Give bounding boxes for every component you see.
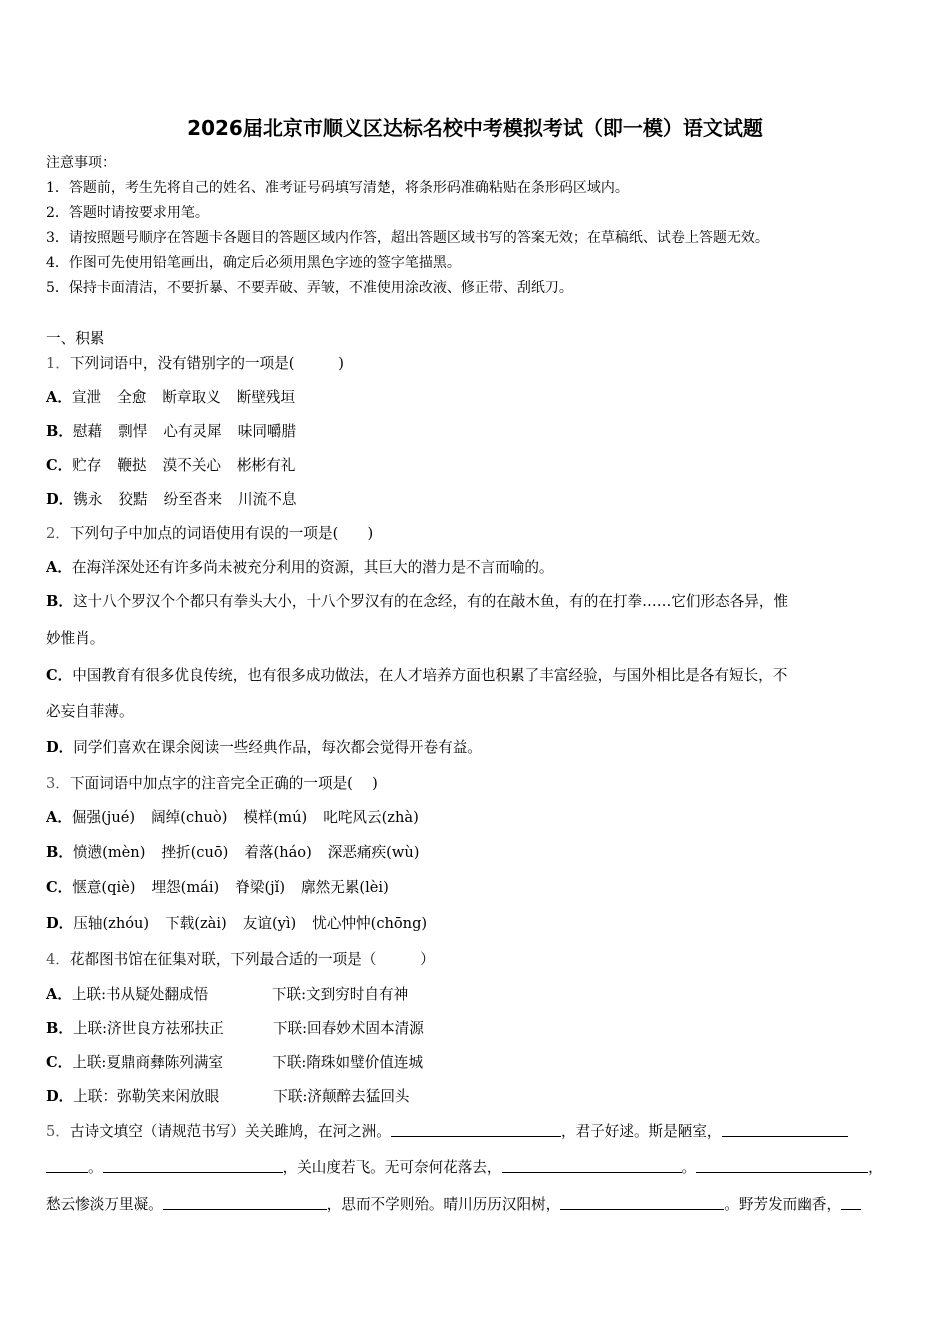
question-5-line-2: 。 ，关山度若飞。无可奈何花落去， 。 ，	[46, 1156, 883, 1177]
q1-option-a: A．宣泄 全愈 断章取义 断壁残垣	[46, 389, 296, 406]
notice-item: 3．请按照题号顺序在答题卡各题目的答题区域内作答，超出答题区域书写的答案无效；在草稿纸、试卷上答题无效。	[46, 230, 769, 246]
answer-blank[interactable]	[722, 1122, 848, 1137]
notice-heading: 注意事项：	[46, 155, 116, 171]
question-1-stem	[46, 352, 344, 373]
q1-option-b: B．慰藉 剽悍 心有灵犀 味同嚼腊	[46, 423, 297, 440]
q2-option-c: C．中国教育有很多优良传统，也有很多成功做法，在人才培养方面也积累了丰富经验，与国外相比是各有短长，不	[46, 667, 788, 684]
question-number: 5．	[46, 1123, 70, 1140]
q1-option-d: D．镌永 狡黠 纷至沓来 川流不息	[46, 491, 297, 508]
notice-item: 2．答题时请按要求用笔。	[46, 205, 209, 221]
question-5-line-3: 愁云惨淡万里凝。 ，思而不学则殆。晴川历历汉阳树， 。野芳发而幽香，	[46, 1193, 861, 1214]
question-text: 花都图书馆在征集对联，下列最合适的一项是（ ）	[69, 951, 435, 968]
q2-option-a: A．在海洋深处还有许多尚未被充分利用的资源，其巨大的潜力是不言而喻的。	[46, 559, 554, 576]
answer-blank[interactable]	[696, 1158, 868, 1173]
question-number: 1．	[46, 355, 70, 372]
question-text: 下列词语中，没有错别字的一项是( )	[69, 355, 344, 372]
q4-option-c: C．上联:夏鼎商彝陈列满室 下联:隋珠如璧价值连城	[46, 1054, 424, 1071]
answer-blank[interactable]	[560, 1195, 724, 1210]
question-number: 2．	[46, 525, 70, 542]
notice-item: 4．作图可先使用铅笔画出，确定后必须用黑色字迹的签字笔描黑。	[46, 255, 461, 271]
question-number: 4．	[46, 951, 70, 968]
q2-option-d: D．同学们喜欢在课余阅读一些经典作品，每次都会觉得开卷有益。	[46, 739, 482, 756]
question-text: 下面词语中加点字的注音完全正确的一项是( )	[69, 775, 378, 792]
notice-item: 5．保持卡面清洁，不要折暴、不要弄破、弄皱，不准使用涂改液、修正带、刮纸刀。	[46, 280, 573, 296]
q2-option-b: B．这十八个罗汉个个都只有拳头大小，十八个罗汉有的在念经，有的在敲木鱼，有的在打拳……它们形态各异，惟	[46, 593, 789, 610]
question-4-stem	[46, 948, 435, 969]
question-3-stem	[46, 772, 378, 793]
question-5-line-1: 5．古诗文填空（请规范书写）关关雎鸠，在河之洲。 ，君子好逑。斯是陋室，	[46, 1120, 848, 1141]
q3-option-d: D．压轴(zhóu) 下载(zài) 友谊(yì) 忧心忡忡(chōng)	[46, 915, 428, 932]
q3-option-a: A．倔强(jué) 阔绰(chuò) 模样(mú) 叱咤风云(zhà)	[46, 809, 419, 826]
q1-option-c: C．贮存 鞭挞 漠不关心 彬彬有礼	[46, 457, 296, 474]
q3-option-c: C．惬意(qiè) 埋怨(mái) 脊梁(jǐ) 廓然无累(lèi)	[46, 879, 389, 896]
answer-blank[interactable]	[46, 1158, 88, 1173]
section-heading: 一、积累	[46, 330, 105, 347]
question-text: 下列句子中加点的词语使用有误的一项是( )	[69, 525, 374, 542]
q4-option-b: B．上联:济世良方祛邪扶正 下联:回春妙术固本清源	[46, 1020, 424, 1037]
q4-option-a: A．上联:书从疑处翻成悟 下联:文到穷时自有神	[46, 986, 409, 1003]
answer-blank[interactable]	[841, 1195, 861, 1210]
q2-option-b-cont: 妙惟肖。	[46, 630, 105, 647]
question-number: 3．	[46, 775, 70, 792]
q2-option-c-cont: 必妄自菲薄。	[46, 703, 134, 720]
answer-blank[interactable]	[103, 1158, 283, 1173]
q3-option-b: B．愤懑(mèn) 挫折(cuō) 着落(háo) 深恶痛疾(wù)	[46, 844, 420, 861]
question-2-stem	[46, 522, 373, 543]
notice-item: 1．答题前，考生先将自己的姓名、准考证号码填写清楚，将条形码准确粘贴在条形码区域内。	[46, 180, 629, 196]
answer-blank[interactable]	[163, 1195, 327, 1210]
q4-option-d: D．上联：弥勒笑来闲放眼 下联:济颠醉去猛回头	[46, 1088, 410, 1105]
answer-blank[interactable]	[391, 1122, 561, 1137]
answer-blank[interactable]	[502, 1158, 682, 1173]
page-title: 2026届北京市顺义区达标名校中考模拟考试（即一模）语文试题	[187, 116, 763, 140]
